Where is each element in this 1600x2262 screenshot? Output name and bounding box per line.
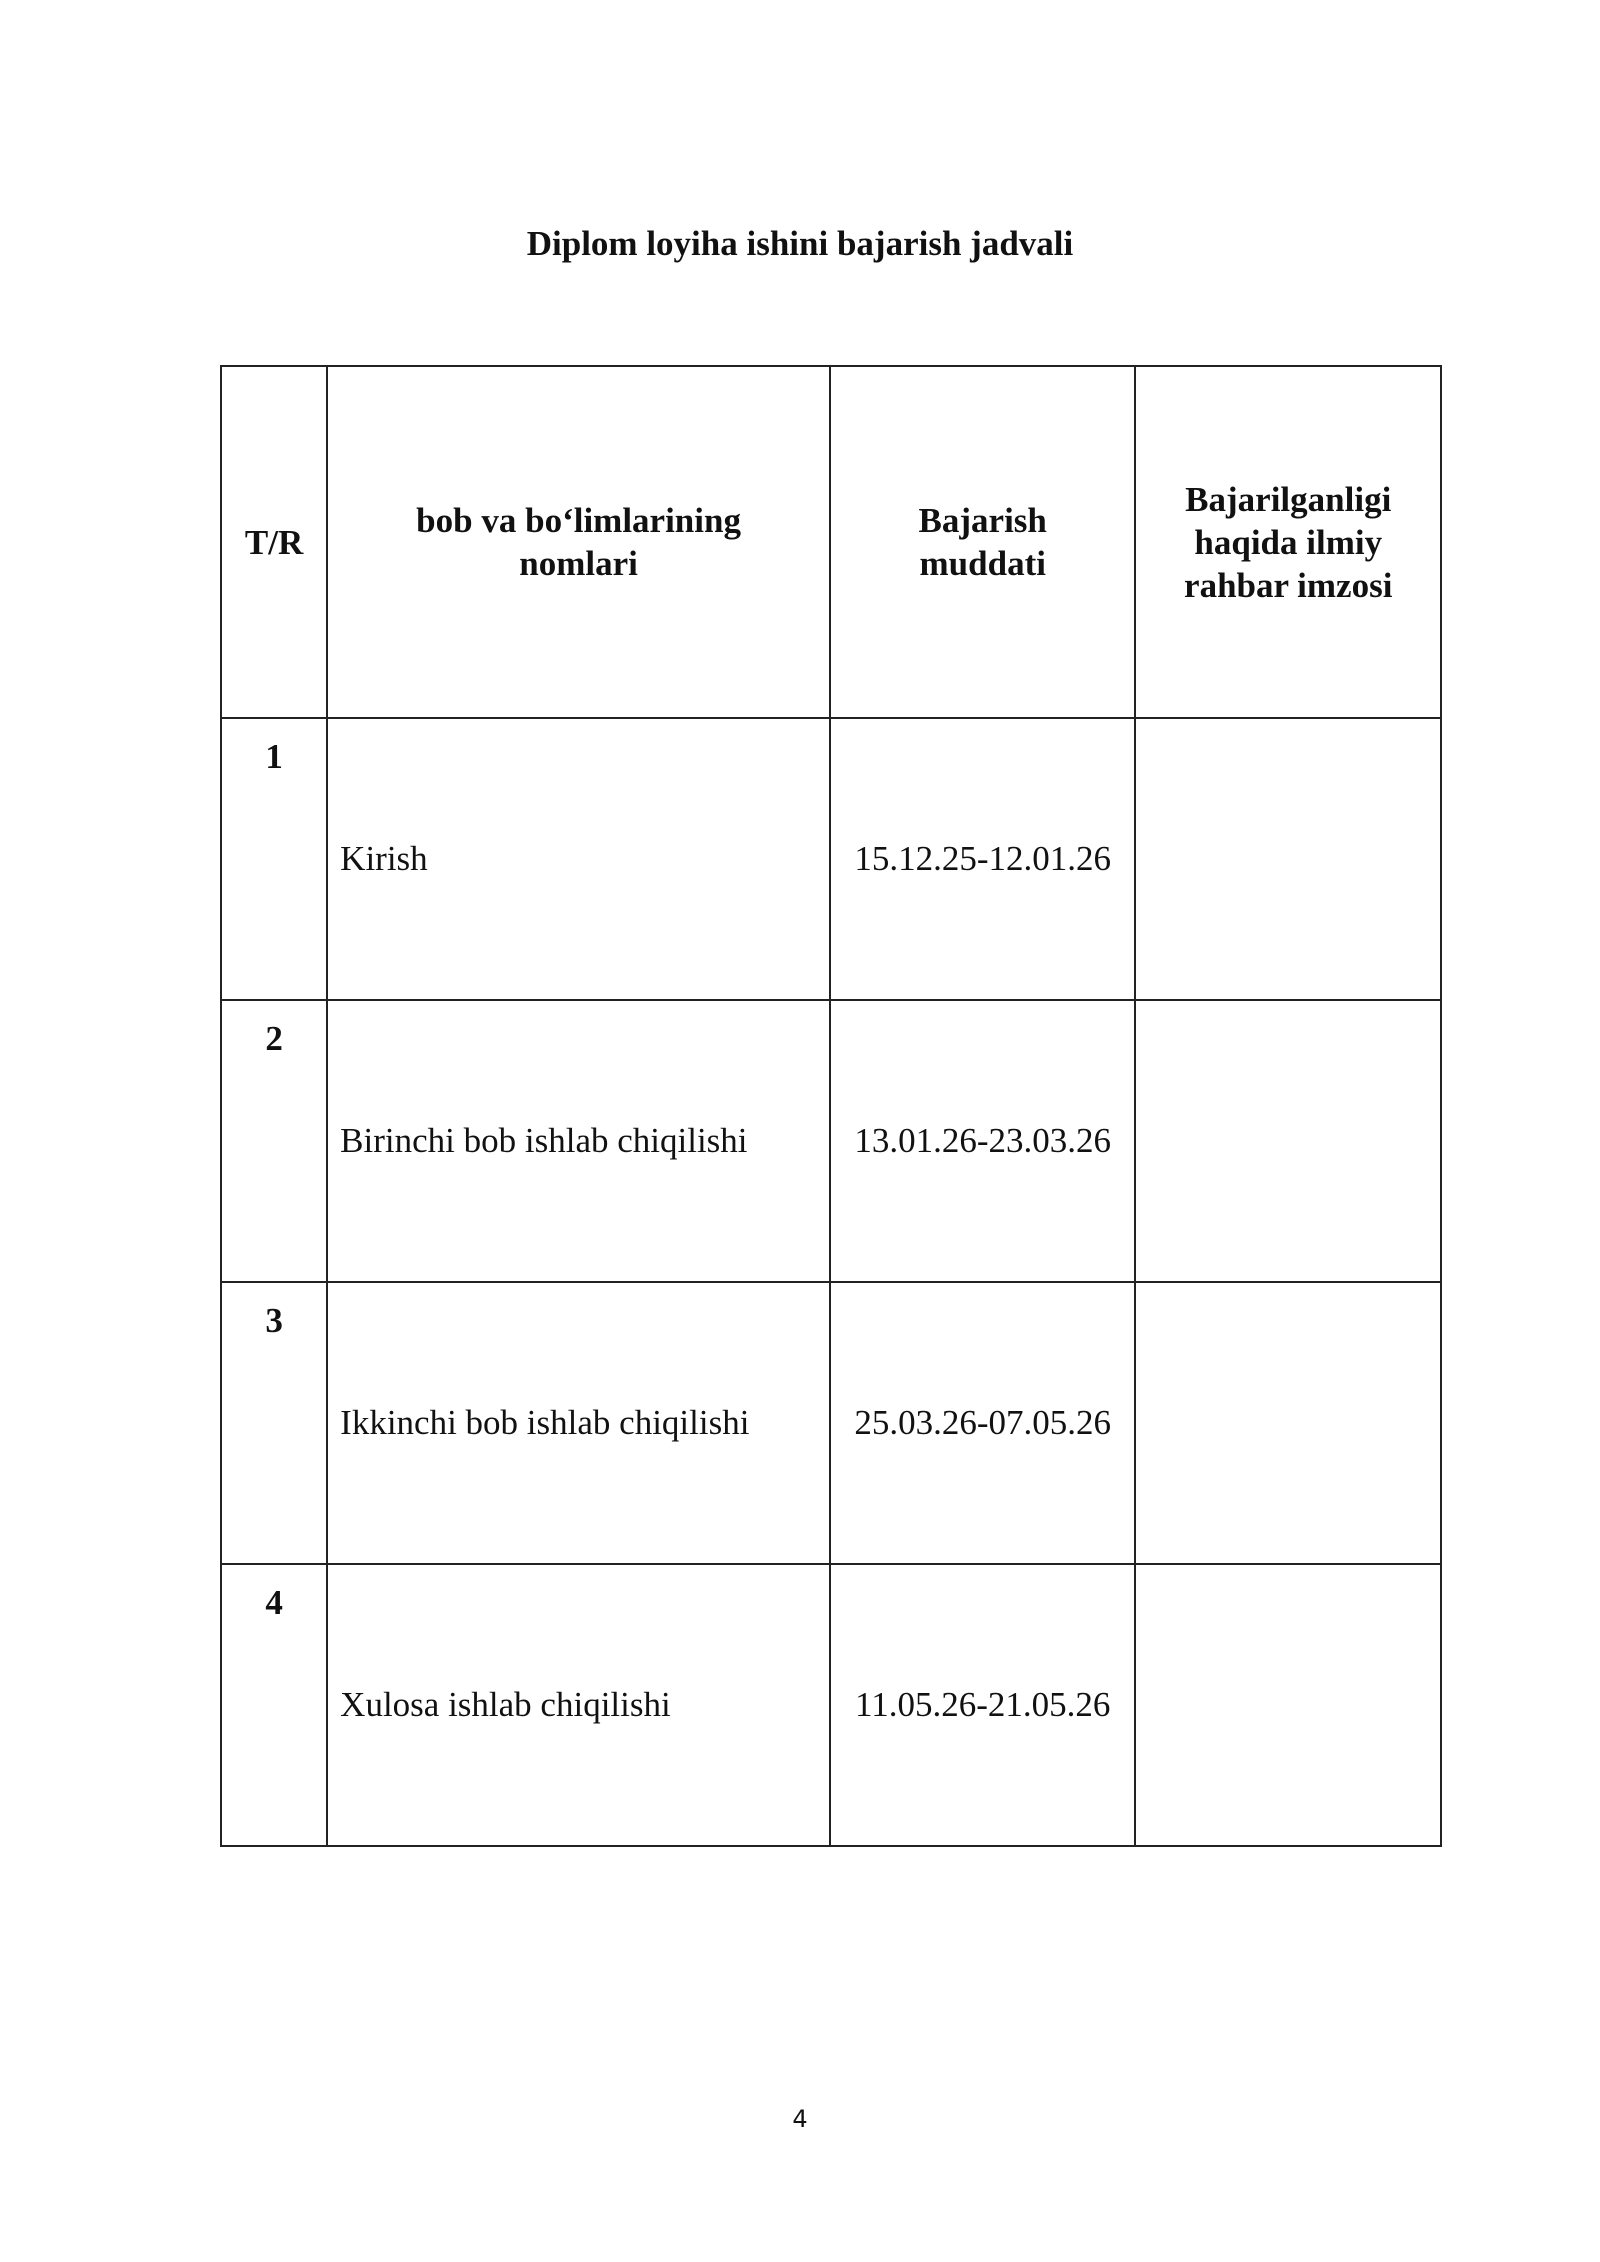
header-signature-label: Bajarilganligi haqida ilmiy rahbar imzosi	[1184, 479, 1393, 605]
row-deadline: 13.01.26-23.03.26	[830, 1000, 1136, 1282]
header-signature	[1135, 366, 1441, 718]
header-name-label: bob va bo‘limlarining nomlari	[416, 501, 741, 583]
schedule-table	[220, 365, 1442, 1847]
table-row	[221, 718, 1441, 1000]
header-deadline-label: Bajarish muddati	[918, 501, 1047, 583]
header-name	[327, 366, 830, 718]
table-row	[221, 1000, 1441, 1282]
row-signature-cell	[1135, 1282, 1441, 1564]
row-number: 4	[221, 1564, 327, 1846]
page-number: 4	[792, 2105, 808, 2133]
table-header-row	[221, 366, 1441, 718]
header-deadline	[830, 366, 1136, 718]
row-signature-cell	[1135, 1564, 1441, 1846]
table-row	[221, 1282, 1441, 1564]
header-number-label: T/R	[244, 522, 304, 562]
row-number: 1	[221, 718, 327, 1000]
row-name: Birinchi bob ishlab chiqilishi	[327, 1000, 830, 1282]
row-number: 2	[221, 1000, 327, 1282]
row-name: Xulosa ishlab chiqilishi	[327, 1564, 830, 1846]
row-deadline: 11.05.26-21.05.26	[830, 1564, 1136, 1846]
row-name: Kirish	[327, 718, 830, 1000]
row-signature-cell	[1135, 718, 1441, 1000]
row-deadline: 25.03.26-07.05.26	[830, 1282, 1136, 1564]
table-row	[221, 1564, 1441, 1846]
document-title: Diplom loyiha ishini bajarish jadvali	[526, 224, 1074, 263]
row-signature-cell	[1135, 1000, 1441, 1282]
row-name: Ikkinchi bob ishlab chiqilishi	[327, 1282, 830, 1564]
header-number	[221, 366, 327, 718]
row-deadline: 15.12.25-12.01.26	[830, 718, 1136, 1000]
row-number: 3	[221, 1282, 327, 1564]
